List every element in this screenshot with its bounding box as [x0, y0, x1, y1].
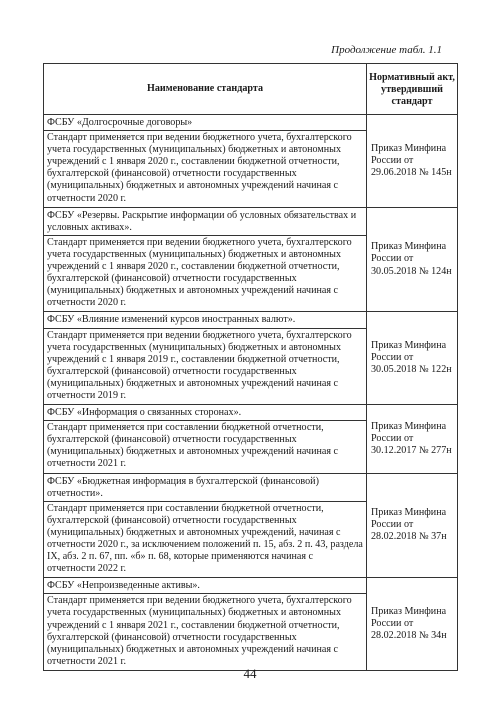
- table-row: [44, 207, 458, 312]
- standard-cell: [44, 578, 367, 671]
- standard-cell: [44, 405, 367, 473]
- normative-act-cell: Приказ Минфина России от 30.05.2018 № 124н: [367, 207, 458, 312]
- normative-act-cell: Приказ Минфина России от 30.05.2018 № 122н: [367, 312, 458, 405]
- table-row: [44, 578, 458, 671]
- standard-title: ФСБУ «Непроизведенные активы».: [44, 580, 366, 594]
- page-number: 44: [243, 666, 257, 681]
- normative-act-cell: Приказ Минфина России от 29.06.2018 № 145н: [367, 115, 458, 208]
- header-standard-name: Наименование стандарта: [44, 64, 367, 115]
- standard-description: Стандарт применяется при ведении бюджетного учета, бухгалтерского учета государственных (муниципальных) бюджетных и автономных учреждений с 1 января 2020 г., составлении бюджетной отчетности, бухгалтерской (финансовой) отчетности государственных (муниципальных) бюджетных и автономных учреждений начиная с отчетности 2020 г.: [47, 236, 352, 309]
- standard-title: ФСБУ «Резервы. Раскрытие информации об условных обязательствах и условных активах».: [44, 210, 366, 236]
- standard-description: Стандарт применяется при ведении бюджетного учета, бухгалтерского учета государственных (муниципальных) бюджетных и автономных учреждений с 1 января 2020 г., составлении бюджетной отчетности, бухгалтерской (финансовой) отчетности государственных (муниципальных) бюджетных и автономных учреждений начиная с отчетности 2020 г.: [47, 132, 352, 204]
- header-normative-act: Нормативный акт, утвердивший стандарт: [367, 64, 458, 115]
- standard-title: ФСБУ «Информация о связанных сторонах».: [44, 407, 366, 421]
- table-row: [44, 405, 458, 473]
- standard-title: ФСБУ «Долгосрочные договоры»: [44, 117, 366, 131]
- standard-description: Стандарт применяется при ведении бюджетного учета, бухгалтерского учета государственных (муниципальных) бюджетных и автономных учреждений с 1 января 2021 г., составлении бюджетной отчетности, бухгалтерской (финансовой) отчетности государственных (муниципальных) бюджетных и автономных учреждений начиная с отчетности 2021 г.: [47, 595, 352, 667]
- standard-cell: [44, 207, 367, 312]
- table-row: [44, 312, 458, 405]
- standard-cell: [44, 473, 367, 578]
- table-row: [44, 115, 458, 208]
- standards-table: [43, 63, 458, 671]
- standard-description: Стандарт применяется при ведении бюджетного учета, бухгалтерского учета государственных (муниципальных) бюджетных и автономных учреждений с 1 января 2019 г., составлении бюджетной отчетности, бухгалтерской (финансовой) отчетности государственных (муниципальных) бюджетных и автономных учреждений начиная с отчетности 2019 г.: [47, 329, 352, 401]
- normative-act-cell: Приказ Минфина России от 28.02.2018 № 34н: [367, 578, 458, 671]
- normative-act-cell: Приказ Минфина России от 30.12.2017 № 277н: [367, 405, 458, 473]
- standard-title: ФСБУ «Бюджетная информация в бухгалтерской (финансовой) отчетности».: [44, 476, 366, 502]
- table-header-row: [44, 64, 458, 115]
- standard-title: ФСБУ «Влияние изменений курсов иностранных валют».: [44, 314, 366, 328]
- standard-cell: [44, 115, 367, 208]
- normative-act-cell: Приказ Минфина России от 28.02.2018 № 37н: [367, 473, 458, 578]
- standard-description: Стандарт применяется при составлении бюджетной отчетности, бухгалтерской (финансовой) отчетности государственных (муниципальных) бюджетных и автономных учреждений начиная с отчетности 2021 г.: [47, 422, 339, 470]
- standard-cell: [44, 312, 367, 405]
- table-row: [44, 473, 458, 578]
- table-continuation-label: Продолжение табл. 1.1: [331, 44, 442, 56]
- standard-description: Стандарт применяется при составлении бюджетной отчетности, бухгалтерской (финансовой) отчетности государственных (муниципальных) бюджетных и автономных учреждений, начиная с отчетности 2020 г., за исключением положений п. 15, абз. 2 п. 43, раздела IX, абз. 2 п. 67, пп. «б» п. 68, которые применяются начиная с отчетности 2022 г.: [47, 502, 363, 575]
